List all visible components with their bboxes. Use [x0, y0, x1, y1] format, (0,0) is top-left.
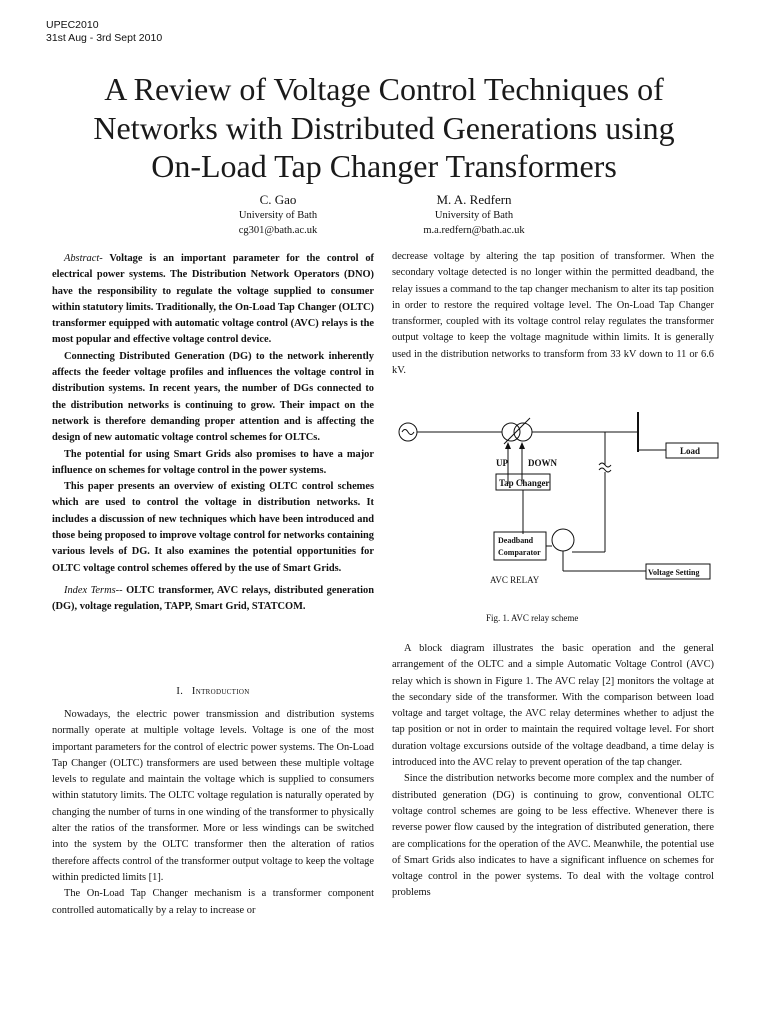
body-paragraph: decrease voltage by altering the tap position of transformer. When the secondary voltage detected is no longer within the permitted deadband, the relay issues a command to the tap changer mechanism to alter its tap position in order to restore the required voltage level. The On-Load Tap Changer transformer, coupled with its voltage control relay regulates the transformer output voltage to keep the voltage magnitude within limits. It is generally used in the distribution networks to transform from 33 kV down to 11 or 6.6 kV.: [392, 251, 714, 377]
vt-icon: [599, 463, 611, 472]
summing-junction-icon: [552, 529, 574, 551]
author-block-1: [178, 191, 378, 238]
author-name: M. A. Redfern: [436, 192, 512, 207]
abstract-label: Abstract-: [64, 253, 103, 264]
title-line: On-Load Tap Changer Transformers: [151, 148, 617, 184]
author-email: m.a.redfern@bath.ac.uk: [423, 224, 525, 236]
conference-name: UPEC2010: [46, 19, 99, 31]
avc-relay-label: AVC RELAY: [490, 575, 540, 585]
index-terms: [52, 583, 374, 616]
tap-changer-label: Tap Changer: [499, 478, 550, 488]
section-title: Introduction: [191, 686, 250, 697]
title-line: A Review of Voltage Control Techniques of: [104, 71, 664, 107]
index-terms-label: Index Terms--: [64, 584, 123, 596]
body-paragraph: Nowadays, the electric power transmission and distribution systems normally operate at multiple voltage levels. Voltage is one of the most important parameters for the control of electric power systems. The On-Load Tap Changer (OLTC) transformers are used between these multiple voltage levels to regulate and maintain the voltage which is supplied to consumers within statutory limits. The OLTC voltage regulation is naturally operated by changing the number of turns in one winding of the transformer to physically alter the ratios of the transformer. More or less windings can be switched into the system by the OLTC transformer then the alteration of ratios therefore affects control of the transformer output voltage to keep the voltage within predicted limits [1].: [52, 709, 374, 883]
abstract-text: Voltage is an important parameter for the control of electrical power systems. The Distribution Network Operators (DNO) have the responsibility to regulate the voltage supplied to consumer within statutory limits. Traditionally, the On-Load Tap Changer (OLTC) transformer equipped with automatic voltage control (AVC) relays is the most popular and effective voltage control device.: [52, 253, 374, 346]
abstract-paragraph: This paper presents an overview of existing OLTC control schemes which are used to control the voltage in distribution networks. It includes a discussion of new techniques which have been introduced and those being proposed to improve voltage control for networks containing various levels of DG. It also examines the potential opportunities for OLTC voltage control schemes offered by the use of Smart Grids.: [52, 481, 374, 574]
load-label: Load: [680, 446, 701, 456]
down-label: DOWN: [528, 458, 557, 468]
up-arrowhead: [505, 442, 511, 449]
body-paragraph: Since the distribution networks become more complex and the number of distributed generation (DG) is continuing to grow, conventional OLTC voltage control schemes are going to be less effective. Whenever there is reverse power flow caused by the integration of distributed generation, there are complications for the operation of the AVC. Meanwhile, the potential use of Smart Grids also indicates to have a significant influence on schemes for voltage control in the power systems. To deal with the voltage control problems: [392, 773, 714, 899]
conference-dates: 31st Aug - 3rd Sept 2010: [46, 32, 163, 44]
paper-title: [40, 70, 728, 186]
transformer-winding-icon: [502, 423, 520, 441]
up-label: UP: [496, 458, 508, 468]
down-arrowhead: [519, 442, 525, 449]
abstract-paragraph: [52, 251, 374, 349]
author-affiliation: University of Bath: [434, 210, 514, 221]
abstract: [52, 251, 374, 616]
abstract-paragraph: The potential for using Smart Grids also promises to have a major influence on schemes for voltage control in the power systems.: [52, 448, 374, 476]
author-block-2: [374, 191, 574, 238]
author-affiliation: University of Bath: [238, 210, 318, 221]
author-email: cg301@bath.ac.uk: [238, 224, 318, 236]
sine-wave-icon: [402, 430, 414, 435]
voltage-setting-label: Voltage Setting: [648, 568, 700, 577]
comparator-label: Comparator: [498, 548, 541, 557]
author-name: C. Gao: [259, 192, 297, 207]
column2-text-bottom: [392, 641, 714, 902]
figure-caption: Fig. 1. AVC relay scheme: [486, 613, 579, 623]
section-heading-introduction: [52, 686, 374, 697]
abstract-paragraph: Connecting Distributed Generation (DG) to the network inherently affects the feeder voltage profiles and influences the voltage control in distribution systems. In recent years, the number of DGs connected to the distribution networks is continuing to grow. Their impact on the network is therefore demanding proper attention and is affecting the design of new automatic voltage control schemes for OLTCs.: [52, 350, 374, 444]
index-terms-text: OLTC transformer, AVC relays, distributed generation (DG), voltage regulation, TAPP, Smart Grid, STATCOM.: [52, 584, 374, 613]
body-paragraph: The On-Load Tap Changer mechanism is a transformer component controlled automatically by a relay to increase or: [52, 888, 374, 916]
avc-diagram: [390, 402, 720, 592]
column2-text-top: [392, 249, 714, 379]
introduction-text: [52, 707, 374, 919]
section-number: I.: [176, 686, 184, 697]
figure-avc-relay-scheme: [390, 402, 720, 592]
title-line: Networks with Distributed Generations using: [93, 109, 675, 146]
deadband-label: Deadband: [498, 536, 534, 545]
body-paragraph: A block diagram illustrates the basic operation and the general arrangement of the OLTC and a simple Automatic Voltage Control (AVC) relay which is shown in Figure 1. The AVC relay [2] monitors the voltage at the secondary side of the transformer. With the comparison between load voltage and target voltage, the AVC relay determines whether to adjust the tap position or not in order to maintain the required voltage level. For short duration voltage excursions outside of the voltage deadband, a time delay is introduced into the AVC relay to prevent operation of the tap changer.: [392, 643, 714, 769]
conference-header: [46, 19, 162, 45]
